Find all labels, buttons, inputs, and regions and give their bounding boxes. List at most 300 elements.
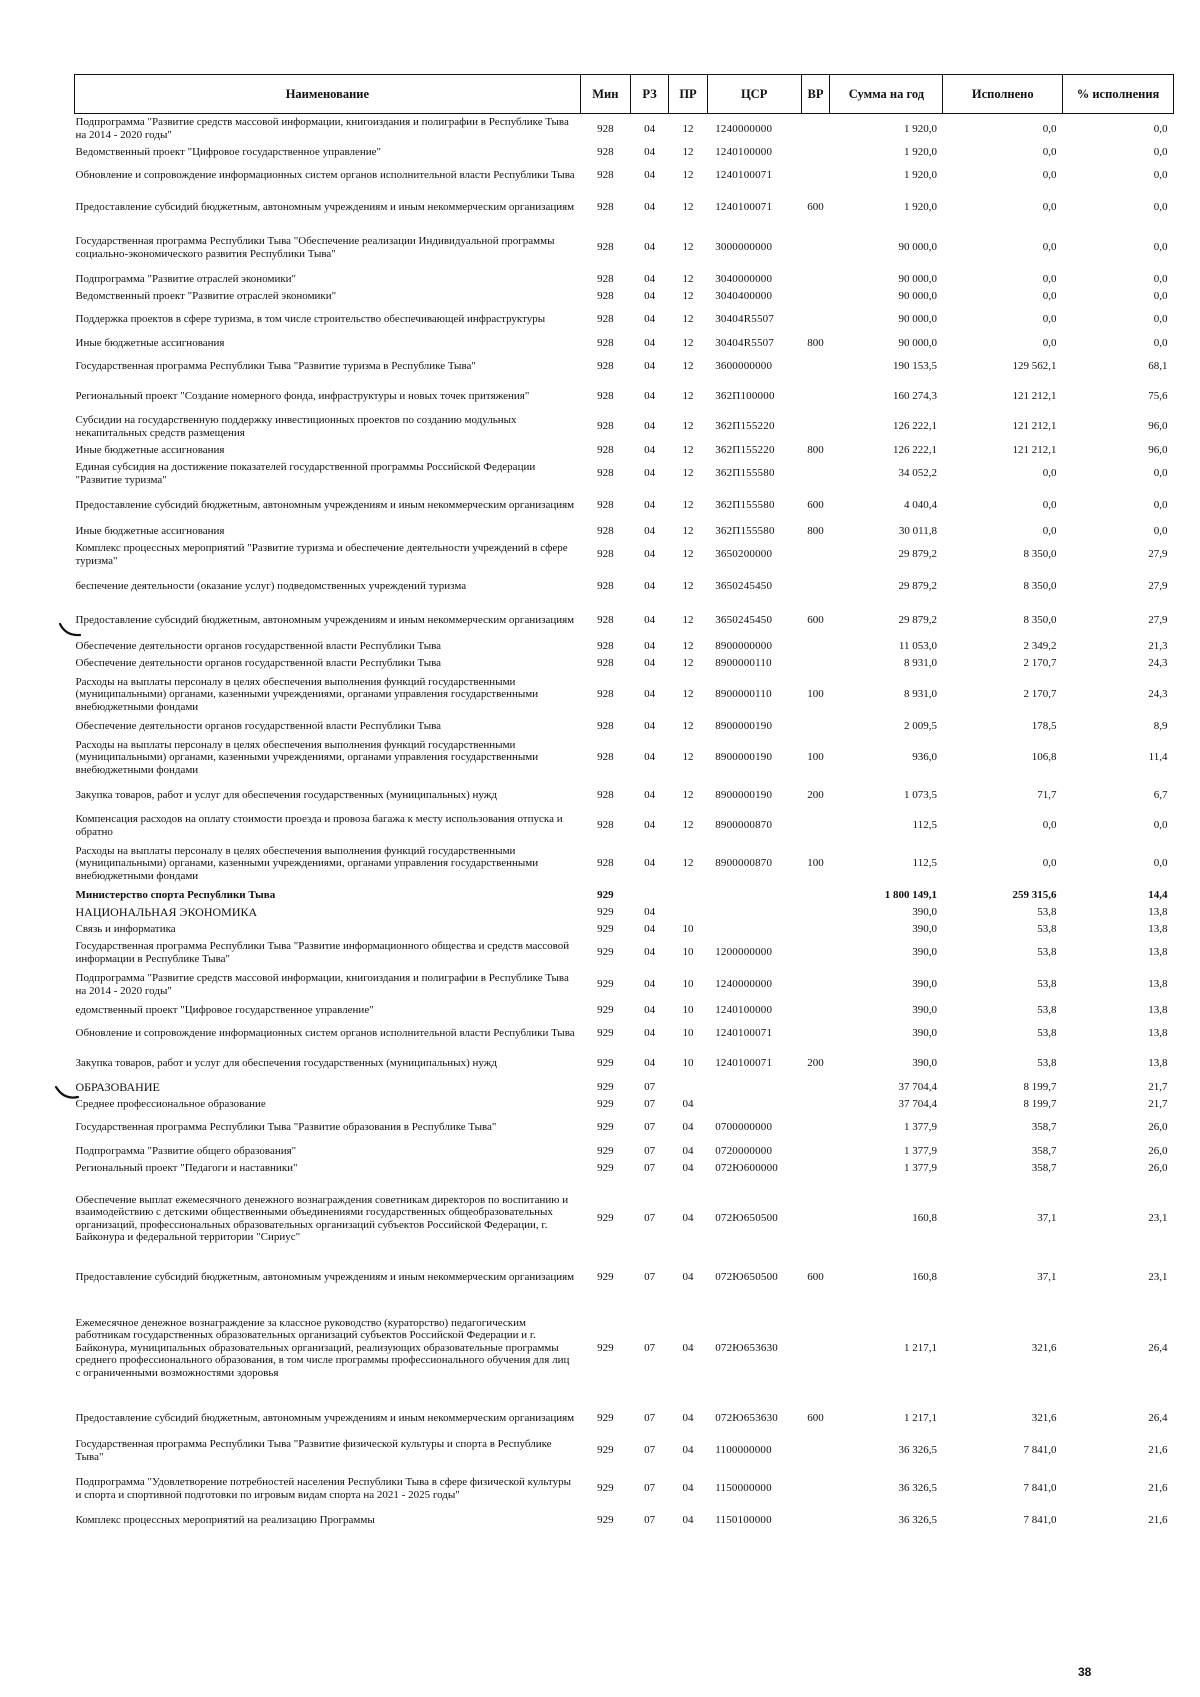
row-rz: 07 [644, 1482, 656, 1495]
row-vr [801, 225, 830, 271]
row-sum: 11 053,0 [898, 639, 937, 652]
row-min: 929 [597, 1212, 614, 1225]
row-name: Региональный проект "Педагоги и наставники" [75, 1161, 298, 1174]
row-done: 37,1 [1037, 1212, 1057, 1225]
header-csr: ЦСР [707, 75, 801, 114]
row-vr [801, 305, 830, 335]
row-csr: 3600000000 [715, 360, 773, 373]
table-row [75, 144, 1174, 161]
row-name: Предоставление субсидий бюджетным, автономным учреждениям и иным некоммерческим организациям [75, 1271, 575, 1284]
row-name: Среднее профессиональное образование [75, 1097, 266, 1110]
row-rz: 04 [644, 978, 656, 991]
row-done: 358,7 [1031, 1161, 1057, 1174]
row-vr [801, 938, 830, 968]
row-pr: 12 [682, 336, 694, 349]
row-vr [801, 638, 830, 655]
row-min: 929 [597, 1097, 614, 1110]
row-min: 928 [597, 313, 614, 326]
row-min: 928 [597, 499, 614, 512]
row-sum: 1 920,0 [903, 122, 937, 135]
row-rz: 07 [644, 1212, 656, 1225]
row-name: Ежемесячное денежное вознаграждение за классное руководство (кураторство) педагогическим работникам государственных образовательных организаций субъектов Российской Федерации и г. Байконура, муниципальных образовательных организаций, реализующих образовательные программы среднего профессионального образования, в том числе программы профессионального обучения для лиц с ограниченными возможностями здоровья [75, 1316, 570, 1379]
row-pr: 12 [682, 580, 694, 593]
row-pr: 10 [682, 922, 694, 935]
row-min: 928 [597, 145, 614, 158]
row-csr: 072Ю653630 [715, 1412, 779, 1425]
row-pct: 0,0 [1153, 467, 1168, 480]
row-done: 2 170,7 [1023, 688, 1057, 701]
row-pr: 12 [682, 789, 694, 802]
row-min: 928 [597, 580, 614, 593]
row-pct: 11,4 [1148, 751, 1168, 764]
row-name: Подпрограмма "Развитие отраслей экономики" [75, 272, 297, 285]
row-pr: 10 [682, 978, 694, 991]
table-row [75, 1512, 1174, 1529]
row-vr [801, 1177, 830, 1261]
pen-mark-icon [58, 620, 82, 642]
row-rz: 04 [644, 145, 656, 158]
row-pr: 12 [682, 390, 694, 403]
row-pct: 27,9 [1148, 548, 1168, 561]
row-name: Государственная программа Республики Тыва "Развитие физической культуры и спорта в Республике Тыва" [75, 1438, 552, 1463]
row-rz: 07 [644, 1144, 656, 1157]
row-pr: 10 [682, 1027, 694, 1040]
row-done: 358,7 [1031, 1144, 1057, 1157]
row-rz: 04 [644, 946, 656, 959]
row-sum: 29 879,2 [898, 614, 937, 627]
row-min: 929 [597, 1513, 614, 1526]
row-vr: 800 [807, 336, 824, 349]
row-pr: 10 [682, 1057, 694, 1070]
row-sum: 160 274,3 [892, 390, 937, 403]
row-pct: 0,0 [1153, 499, 1168, 512]
row-csr: 362П155580 [715, 467, 775, 480]
row-pct: 21,7 [1148, 1097, 1168, 1110]
row-pct: 0,0 [1153, 524, 1168, 537]
row-pct: 13,8 [1148, 905, 1168, 918]
row-vr: 600 [807, 1412, 824, 1425]
table-row [75, 191, 1174, 225]
row-sum: 36 326,5 [898, 1482, 937, 1495]
pen-mark-icon [54, 1084, 80, 1106]
row-name: Ведомственный проект "Цифровое государственное управление" [75, 145, 382, 158]
row-sum: 30 011,8 [898, 524, 937, 537]
row-rz: 04 [644, 169, 656, 182]
row-vr: 600 [807, 614, 824, 627]
row-csr [707, 1096, 801, 1113]
row-min: 929 [597, 978, 614, 991]
row-min: 929 [597, 1271, 614, 1284]
row-done: 358,7 [1031, 1121, 1057, 1134]
row-min: 929 [597, 922, 614, 935]
row-csr: 8900000870 [715, 857, 773, 870]
row-csr: 0720000000 [715, 1144, 773, 1157]
row-csr: 1200000000 [715, 946, 773, 959]
row-pct: 27,9 [1148, 614, 1168, 627]
row-csr: 362П100000 [715, 390, 775, 403]
row-sum: 29 879,2 [898, 580, 937, 593]
row-pct: 13,8 [1148, 1003, 1168, 1016]
row-csr: 1240100000 [715, 145, 773, 158]
table-row [75, 1079, 1174, 1096]
header-pr: ПР [669, 75, 707, 114]
row-pct: 0,0 [1153, 313, 1168, 326]
row-name: НАЦИОНАЛЬНАЯ ЭКОНОМИКА [75, 904, 258, 919]
row-min: 929 [597, 1121, 614, 1134]
row-name: Обновление и сопровождение информационных систем органов исполнительной власти Республики Тыва [75, 169, 575, 182]
row-min: 929 [597, 1080, 614, 1093]
row-sum: 36 326,5 [898, 1444, 937, 1457]
row-pct: 0,0 [1153, 122, 1168, 135]
row-vr: 600 [807, 201, 824, 214]
row-csr [707, 887, 801, 904]
row-min: 928 [597, 639, 614, 652]
row-csr: 3650245450 [715, 614, 773, 627]
row-pct: 26,4 [1148, 1412, 1168, 1425]
row-min: 928 [597, 201, 614, 214]
row-pr: 04 [682, 1412, 694, 1425]
row-csr: 3650200000 [715, 548, 773, 561]
row-rz: 07 [644, 1513, 656, 1526]
row-done: 7 841,0 [1023, 1482, 1057, 1495]
row-rz: 04 [644, 857, 656, 870]
table-row [75, 1466, 1174, 1512]
row-csr: 8900000110 [715, 656, 772, 669]
row-pr [669, 904, 707, 921]
header-name: Наименование [75, 75, 581, 114]
row-name: Комплекс процессных мероприятий на реализацию Программы [75, 1513, 375, 1526]
page-number: 38 [1078, 1665, 1092, 1679]
budget-execution-table [74, 74, 1174, 1529]
row-min: 928 [597, 524, 614, 537]
row-vr [801, 655, 830, 672]
row-vr [801, 1160, 830, 1177]
row-csr: 1240000000 [715, 978, 773, 991]
row-vr [801, 718, 830, 735]
row-name: Предоставление субсидий бюджетным, автономным учреждениям и иным некоммерческим организациям [75, 201, 575, 214]
row-done: 259 315,6 [1012, 888, 1057, 901]
row-sum: 1 217,1 [903, 1341, 937, 1354]
row-sum: 37 704,4 [898, 1097, 937, 1110]
table-row [75, 904, 1174, 921]
row-csr: 8900000870 [715, 819, 773, 832]
row-name: Связь и информатика [75, 922, 176, 935]
row-csr: 30404R5507 [715, 336, 775, 349]
row-pct: 0,0 [1153, 819, 1168, 832]
row-sum: 112,5 [912, 857, 937, 870]
row-name: Обеспечение выплат ежемесячного денежного вознаграждения советникам директоров по воспитанию и взаимодействию с детскими общественными объединениями государственных общеобразовательных организаций, профессиональных образовательных организаций субъектов Российской Федерации, г. Байконура и федеральной территории "Сириус" [75, 1193, 569, 1243]
row-min: 929 [597, 1341, 614, 1354]
header-vr: ВР [801, 75, 830, 114]
row-pr: 12 [682, 524, 694, 537]
row-name: Подпрограмма "Удовлетворение потребностей населения Республики Тыва в сфере физической культуры и спорта и спортивной подготовки по игровым видам спорта на 2021 - 2025 годы" [75, 1476, 571, 1501]
row-pr: 12 [682, 313, 694, 326]
row-pr: 04 [682, 1341, 694, 1354]
row-vr [801, 1512, 830, 1529]
row-pct: 21,7 [1148, 1080, 1168, 1093]
row-pct: 26,0 [1148, 1144, 1168, 1157]
row-name: Обеспечение деятельности органов государственной власти Республики Тыва [75, 719, 442, 732]
row-done: 8 199,7 [1023, 1097, 1057, 1110]
row-done: 53,8 [1037, 1003, 1057, 1016]
row-name: Ведомственный проект "Развитие отраслей экономики" [75, 289, 337, 302]
row-rz: 04 [644, 751, 656, 764]
row-pct: 26,4 [1148, 1341, 1168, 1354]
row-rz: 04 [644, 499, 656, 512]
row-min: 929 [597, 1161, 614, 1174]
row-name: Поддержка проектов в сфере туризма, в том числе строительство обеспечивающей инфраструктуры [75, 313, 546, 326]
row-pr: 04 [682, 1444, 694, 1457]
row-name: Обновление и сопровождение информационных систем органов исполнительной власти Республики Тыва [75, 1027, 575, 1040]
row-pr: 12 [682, 241, 694, 254]
row-csr: 1240100071 [715, 1057, 773, 1070]
row-min: 928 [597, 122, 614, 135]
row-csr: 1150100000 [715, 1513, 772, 1526]
row-done: 8 350,0 [1023, 614, 1057, 627]
row-pct: 23,1 [1148, 1271, 1168, 1284]
row-pr: 12 [682, 360, 694, 373]
row-sum: 1 377,9 [903, 1121, 937, 1134]
row-pct: 26,0 [1148, 1161, 1168, 1174]
row-sum: 390,0 [912, 946, 937, 959]
row-csr: 362П155220 [715, 443, 775, 456]
table-row [75, 1113, 1174, 1143]
row-min: 928 [597, 467, 614, 480]
row-done: 53,8 [1037, 1057, 1057, 1070]
row-pct: 13,8 [1148, 978, 1168, 991]
row-sum: 160,8 [912, 1212, 937, 1225]
table-row [75, 540, 1174, 570]
row-done: 0,0 [1042, 145, 1057, 158]
row-pr: 12 [682, 688, 694, 701]
row-min: 928 [597, 819, 614, 832]
row-min: 928 [597, 241, 614, 254]
row-sum: 390,0 [912, 1027, 937, 1040]
row-csr: 1240100071 [715, 169, 773, 182]
row-name: едомственный проект "Цифровое государственное управление" [75, 1003, 374, 1016]
table-row [75, 655, 1174, 672]
row-vr [801, 382, 830, 412]
row-rz: 04 [644, 336, 656, 349]
table-row [75, 968, 1174, 1002]
row-pr: 12 [682, 639, 694, 652]
row-rz: 04 [644, 467, 656, 480]
row-csr: 3040000000 [715, 272, 773, 285]
row-min: 929 [597, 1482, 614, 1495]
row-rz: 04 [644, 614, 656, 627]
row-csr: 8900000190 [715, 719, 773, 732]
row-vr: 800 [807, 524, 824, 537]
row-csr: 0700000000 [715, 1121, 773, 1134]
row-pct: 27,9 [1148, 580, 1168, 593]
row-csr: 072Ю600000 [715, 1161, 779, 1174]
row-done: 0,0 [1042, 313, 1057, 326]
row-pr: 04 [682, 1212, 694, 1225]
table-row [75, 1295, 1174, 1402]
row-done: 8 350,0 [1023, 548, 1057, 561]
row-rz: 04 [644, 360, 656, 373]
row-min: 929 [597, 1027, 614, 1040]
row-name: Подпрограмма "Развитие средств массовой информации, книгоиздания и полиграфии в Республике Тыва на 2014 - 2020 годы" [75, 116, 569, 141]
row-pr: 12 [682, 145, 694, 158]
row-pr: 04 [682, 1121, 694, 1134]
row-pct: 24,3 [1148, 656, 1168, 669]
row-vr [801, 904, 830, 921]
row-name: Иные бюджетные ассигнования [75, 443, 225, 456]
row-sum: 1 920,0 [903, 169, 937, 182]
row-name: Подпрограмма "Развитие средств массовой информации, книгоиздания и полиграфии в Республике Тыва на 2014 - 2020 годы" [75, 972, 569, 997]
row-name: Государственная программа Республики Тыва "Обеспечение реализации Индивидуальной программы социально-экономического развития Республики Тыва" [75, 235, 555, 260]
row-rz: 04 [644, 272, 656, 285]
row-csr: 8900000190 [715, 789, 773, 802]
row-min: 928 [597, 857, 614, 870]
row-rz: 04 [644, 201, 656, 214]
row-done: 0,0 [1042, 336, 1057, 349]
table-row [75, 638, 1174, 655]
row-csr: 8900000000 [715, 639, 773, 652]
row-csr: 1240000000 [715, 122, 773, 135]
row-name: Обеспечение деятельности органов государственной власти Республики Тыва [75, 656, 442, 669]
row-name: Компенсация расходов на оплату стоимости проезда и провоза багажа к месту использования отпуска и обратно [75, 813, 563, 838]
table-row [75, 570, 1174, 604]
row-csr: 362П155580 [715, 524, 775, 537]
row-sum: 936,0 [912, 751, 937, 764]
row-done: 129 562,1 [1012, 360, 1057, 373]
row-name: Предоставление субсидий бюджетным, автономным учреждениям и иным некоммерческим организациям [75, 614, 575, 627]
row-rz: 04 [644, 443, 656, 456]
row-rz: 04 [644, 719, 656, 732]
row-done: 0,0 [1042, 524, 1057, 537]
row-name: Министерство спорта Республики Тыва [75, 888, 276, 901]
row-rz: 07 [644, 1161, 656, 1174]
row-rz: 07 [644, 1080, 656, 1093]
table-row [75, 938, 1174, 968]
row-name: Подпрограмма "Развитие общего образования" [75, 1144, 297, 1157]
row-pr: 12 [682, 819, 694, 832]
row-vr: 200 [807, 789, 824, 802]
row-sum: 2 009,5 [903, 719, 937, 732]
row-pr: 04 [682, 1271, 694, 1284]
row-pct: 0,0 [1153, 857, 1168, 870]
table-row [75, 921, 1174, 938]
table-row [75, 114, 1174, 144]
header-min: Мин [580, 75, 630, 114]
row-name: беспечение деятельности (оказание услуг) подведомственных учреждений туризма [75, 580, 467, 593]
row-csr: 1240100071 [715, 201, 773, 214]
row-pr: 04 [682, 1144, 694, 1157]
row-min: 928 [597, 289, 614, 302]
row-pct: 68,1 [1148, 360, 1168, 373]
row-name: Закупка товаров, работ и услуг для обеспечения государственных (муниципальных) нужд [75, 1057, 497, 1070]
row-vr [801, 352, 830, 382]
table-row [75, 1049, 1174, 1079]
row-sum: 1 377,9 [903, 1144, 937, 1157]
row-done: 8 199,7 [1023, 1080, 1057, 1093]
row-done: 53,8 [1037, 922, 1057, 935]
row-name: Иные бюджетные ассигнования [75, 524, 225, 537]
row-sum: 90 000,0 [898, 336, 937, 349]
row-done: 0,0 [1042, 272, 1057, 285]
row-sum: 90 000,0 [898, 272, 937, 285]
row-vr [801, 114, 830, 144]
table-row [75, 1143, 1174, 1160]
row-pr: 12 [682, 751, 694, 764]
table-row [75, 1261, 1174, 1295]
row-vr [801, 412, 830, 442]
row-csr: 1240100071 [715, 1027, 773, 1040]
row-name: Субсидии на государственную поддержку инвестиционных проектов по созданию модульных некапитальных средств размещения [75, 414, 517, 439]
row-name: Иные бюджетные ассигнования [75, 336, 225, 349]
row-min: 929 [597, 888, 614, 901]
row-pr: 12 [682, 548, 694, 561]
row-done: 71,7 [1037, 789, 1057, 802]
table-row [75, 1019, 1174, 1049]
row-pr: 12 [682, 857, 694, 870]
row-rz: 04 [644, 688, 656, 701]
row-pct: 21,6 [1148, 1444, 1168, 1457]
row-csr [707, 1079, 801, 1096]
row-pr: 12 [682, 122, 694, 135]
table-row [75, 412, 1174, 442]
row-vr [801, 1466, 830, 1512]
table-row [75, 489, 1174, 523]
row-pct: 21,6 [1148, 1513, 1168, 1526]
row-rz: 04 [644, 420, 656, 433]
row-rz: 07 [644, 1444, 656, 1457]
row-vr [801, 1295, 830, 1402]
table-row [75, 1160, 1174, 1177]
row-name: Государственная программа Республики Тыва "Развитие туризма в Республике Тыва" [75, 360, 476, 373]
row-rz: 04 [644, 639, 656, 652]
row-name: Региональный проект "Создание номерного фонда, инфраструктуры и новых точек притяжения" [75, 390, 530, 403]
row-vr [801, 1079, 830, 1096]
row-done: 7 841,0 [1023, 1513, 1057, 1526]
row-min: 928 [597, 390, 614, 403]
row-vr [801, 1002, 830, 1019]
row-sum: 90 000,0 [898, 313, 937, 326]
row-sum: 112,5 [912, 819, 937, 832]
row-pr: 10 [682, 946, 694, 959]
row-done: 121 212,1 [1012, 443, 1057, 456]
row-vr [801, 1113, 830, 1143]
row-pct: 21,3 [1148, 639, 1168, 652]
row-pct: 75,6 [1148, 390, 1168, 403]
header-pct: % исполнения [1062, 75, 1173, 114]
row-done: 0,0 [1042, 467, 1057, 480]
row-done: 321,6 [1031, 1341, 1057, 1354]
row-rz: 04 [644, 241, 656, 254]
row-rz: 04 [644, 1027, 656, 1040]
row-sum: 1 920,0 [903, 201, 937, 214]
row-vr: 100 [807, 857, 824, 870]
row-csr: 3040400000 [715, 289, 773, 302]
row-rz: 04 [644, 390, 656, 403]
row-rz: 07 [644, 1097, 656, 1110]
row-min: 929 [597, 1412, 614, 1425]
row-name: Расходы на выплаты персоналу в целях обеспечения выполнения функций государственными (муниципальными) органами, казенными учреждениями, органами управления государственными внебюджетными фондами [75, 675, 539, 713]
row-pr: 12 [682, 719, 694, 732]
row-min: 928 [597, 443, 614, 456]
row-vr: 200 [807, 1057, 824, 1070]
row-pr: 12 [682, 443, 694, 456]
row-sum: 1 217,1 [903, 1412, 937, 1425]
row-sum: 1 073,5 [903, 789, 937, 802]
row-vr [801, 921, 830, 938]
row-done: 121 212,1 [1012, 390, 1057, 403]
row-pct: 8,9 [1153, 719, 1168, 732]
row-done: 8 350,0 [1023, 580, 1057, 593]
row-pr: 12 [682, 289, 694, 302]
